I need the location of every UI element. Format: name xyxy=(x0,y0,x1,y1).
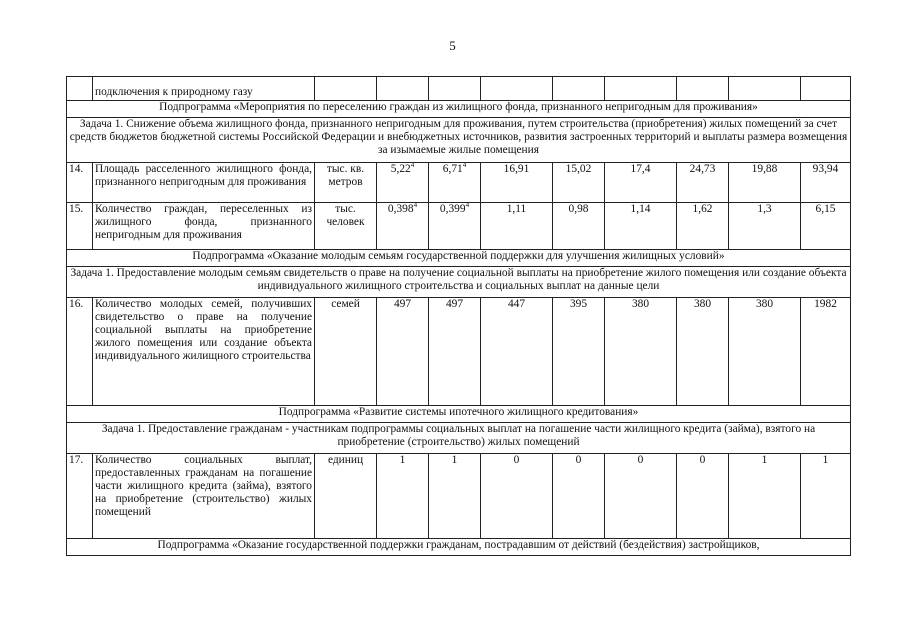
total-cell: 93,94 xyxy=(801,163,851,203)
indicator-cell: подключения к природному газу xyxy=(93,77,315,101)
unit-cell: тыс. человек xyxy=(315,203,377,250)
subprogram-title: Подпрограмма «Мероприятия по переселению граждан из жилищного фонда, признанного непригодным для проживания» xyxy=(67,101,851,118)
value-cell: 1 xyxy=(377,454,429,539)
value-cell: 0 xyxy=(605,454,677,539)
value-cell: 1,62 xyxy=(677,203,729,250)
value-cell: 5,22$^4$ xyxy=(377,163,429,203)
cell-num xyxy=(67,77,93,101)
unit-cell: тыс. кв. метров xyxy=(315,163,377,203)
table-row xyxy=(67,298,851,406)
unit-cell: единиц xyxy=(315,454,377,539)
task-title: Задача 1. Снижение объема жилищного фонда, признанного непригодным для проживания, путем строительства (приобретения) жилых помещений за счет средств бюджетов бюджетной системы Российской Федерации и внебюджетных источников, развития застроенных территорий и выплаты размера возмещения за изымаемые жилые помещения xyxy=(67,118,851,163)
total-cell: 6,15 xyxy=(801,203,851,250)
value-cell: 16,91 xyxy=(481,163,553,203)
value-cell: 447 xyxy=(481,298,553,406)
row-number: 16. xyxy=(67,298,93,406)
row-number: 17. xyxy=(67,454,93,539)
value-cell: 6,71$^4$ xyxy=(429,163,481,203)
total-cell: 1982 xyxy=(801,298,851,406)
value-cell: 497 xyxy=(429,298,481,406)
table-row xyxy=(67,77,851,101)
value-cell: 0 xyxy=(553,454,605,539)
subprogram-title: Подпрограмма «Оказание молодым семьям государственной поддержки для улучшения жилищных условий» xyxy=(67,250,851,267)
value-cell: 380 xyxy=(677,298,729,406)
value-cell: 0,98 xyxy=(553,203,605,250)
value-cell: 1,3 xyxy=(729,203,801,250)
task-row xyxy=(67,267,851,298)
value-cell: 15,02 xyxy=(553,163,605,203)
value-cell: 0,398$^4$ xyxy=(377,203,429,250)
value-cell: 17,4 xyxy=(605,163,677,203)
value-cell: 497 xyxy=(377,298,429,406)
subprogram-row xyxy=(67,101,851,118)
value-cell: 24,73 xyxy=(677,163,729,203)
table-row xyxy=(67,203,851,250)
task-title: Задача 1. Предоставление гражданам - участникам подпрограммы социальных выплат на погашение части жилищного кредита (займа), взятого на приобретение (строительство) жилых помещений xyxy=(67,423,851,454)
subprogram-row xyxy=(67,539,851,556)
value-cell: 0,399$^4$ xyxy=(429,203,481,250)
total-cell: 1 xyxy=(801,454,851,539)
row-number: 15. xyxy=(67,203,93,250)
task-row xyxy=(67,118,851,163)
value-cell: 380 xyxy=(729,298,801,406)
value-cell: 1,14 xyxy=(605,203,677,250)
value-cell: 1,11 xyxy=(481,203,553,250)
indicators-table xyxy=(66,76,851,556)
row-number: 14. xyxy=(67,163,93,203)
value-cell: 0 xyxy=(481,454,553,539)
indicator-name: Количество социальных выплат, предоставленных гражданам на погашение части жилищного кредита (займа), взятого на приобретение (строительство) жилых помещений xyxy=(93,454,315,539)
value-cell: 395 xyxy=(553,298,605,406)
table-row xyxy=(67,454,851,539)
subprogram-row xyxy=(67,406,851,423)
indicator-name: Площадь расселенного жилищного фонда, признанного непригодным для проживания xyxy=(93,163,315,203)
unit-cell: семей xyxy=(315,298,377,406)
value-cell: 380 xyxy=(605,298,677,406)
subprogram-title: Подпрограмма «Оказание государственной поддержки гражданам, пострадавшим от действий (бездействия) застройщиков, xyxy=(67,539,851,556)
value-cell: 0 xyxy=(677,454,729,539)
indicator-name: Количество молодых семей, получивших свидетельство о праве на получение социальной выплаты на приобретение жилого помещения или создание объекта индивидуального жилищного строительства xyxy=(93,298,315,406)
subprogram-title: Подпрограмма «Развитие системы ипотечного жилищного кредитования» xyxy=(67,406,851,423)
indicator-name: Количество граждан, переселенных из жилищного фонда, признанного непригодным для проживания xyxy=(93,203,315,250)
page-number: 5 xyxy=(449,38,456,53)
value-cell: 1 xyxy=(429,454,481,539)
task-title: Задача 1. Предоставление молодым семьям свидетельств о праве на получение социальной выплаты на приобретение жилого помещения или создание объекта индивидуального жилищного строительства и социальных выплат на данные цели xyxy=(67,267,851,298)
value-cell: 1 xyxy=(729,454,801,539)
subprogram-row xyxy=(67,250,851,267)
value-cell: 19,88 xyxy=(729,163,801,203)
table-row xyxy=(67,163,851,203)
task-row xyxy=(67,423,851,454)
